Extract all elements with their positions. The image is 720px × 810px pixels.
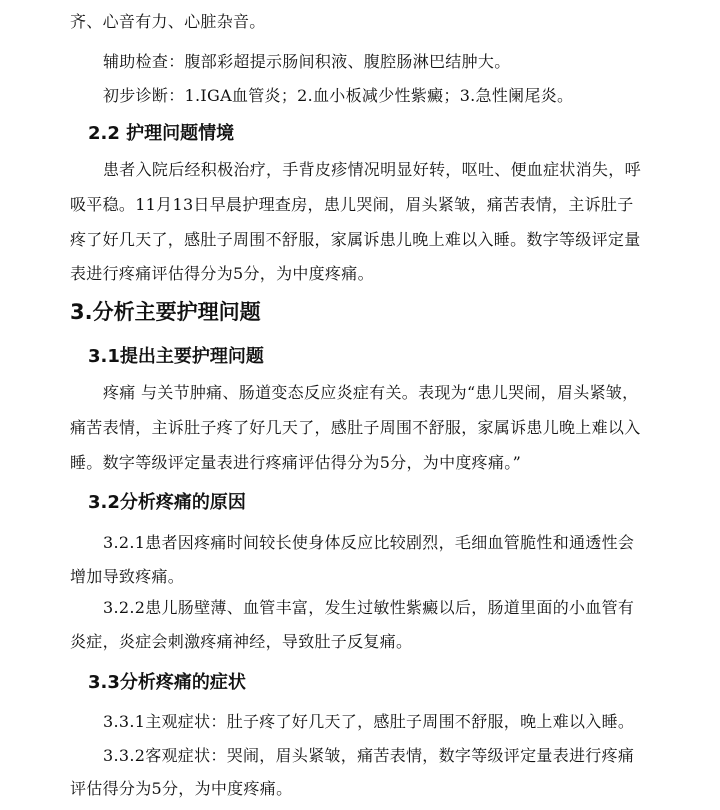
body-line: 患者入院后经积极治疗，手背皮疹情况明显好转，呕吐、便血症状消失，呼 xyxy=(103,160,641,179)
section-2-2-heading: 2.2 护理问题情境 xyxy=(88,123,235,144)
body-line: 3.2.2患儿肠壁薄、血管丰富，发生过敏性紫癜以后，肠道里面的小血管有 xyxy=(103,598,635,617)
body-line: 3.3.1主观症状：肚子疼了好几天了，感肚子周围不舒服，晚上难以入睡。 xyxy=(103,712,635,731)
body-line: 3.3.2客观症状：哭闹，眉头紧皱，痛苦表情，数字等级评定量表进行疼痛 xyxy=(103,746,635,765)
aux-exam-line: 辅助检查：腹部彩超提示肠间积液、腹腔肠淋巴结肿大。 xyxy=(103,52,511,71)
body-line: 吸平稳。11月13日早晨护理查房，患儿哭闹，眉头紧皱，痛苦表情，主诉肚子 xyxy=(70,195,634,214)
body-line: 睡。数字等级评定量表进行疼痛评估得分为5分，为中度疼痛。” xyxy=(70,453,522,472)
body-line: 3.2.1患者因疼痛时间较长使身体反应比较剧烈，毛细血管脆性和通透性会 xyxy=(103,533,635,552)
body-line: 疼痛 与关节肿痛、肠道变态反应炎症有关。表现为“患儿哭闹，眉头紧皱， xyxy=(103,383,639,402)
section-3-3-heading: 3.3分析疼痛的症状 xyxy=(88,672,246,693)
body-line: 表进行疼痛评估得分为5分，为中度疼痛。 xyxy=(70,264,374,283)
body-line: 评估得分为5分，为中度疼痛。 xyxy=(70,779,293,798)
body-line: 疼了好几天了，感肚子周围不舒服，家属诉患儿晚上难以入睡。数字等级评定量 xyxy=(70,230,641,249)
section-3-heading: 3.分析主要护理问题 xyxy=(70,300,261,324)
body-line: 齐、心音有力、心脏杂音。 xyxy=(70,12,266,31)
section-3-1-heading: 3.1提出主要护理问题 xyxy=(88,346,264,367)
body-line: 痛苦表情，主诉肚子疼了好几天了，感肚子周围不舒服，家属诉患儿晚上难以入 xyxy=(70,418,641,437)
body-line: 增加导致疼痛。 xyxy=(70,567,185,586)
section-3-2-heading: 3.2分析疼痛的原因 xyxy=(88,492,246,513)
body-line: 炎症，炎症会刺激疼痛神经，导致肚子反复痛。 xyxy=(70,632,413,651)
diagnosis-line: 初步诊断：1.IGA血管炎；2.血小板减少性紫癜；3.急性阑尾炎。 xyxy=(103,86,574,105)
